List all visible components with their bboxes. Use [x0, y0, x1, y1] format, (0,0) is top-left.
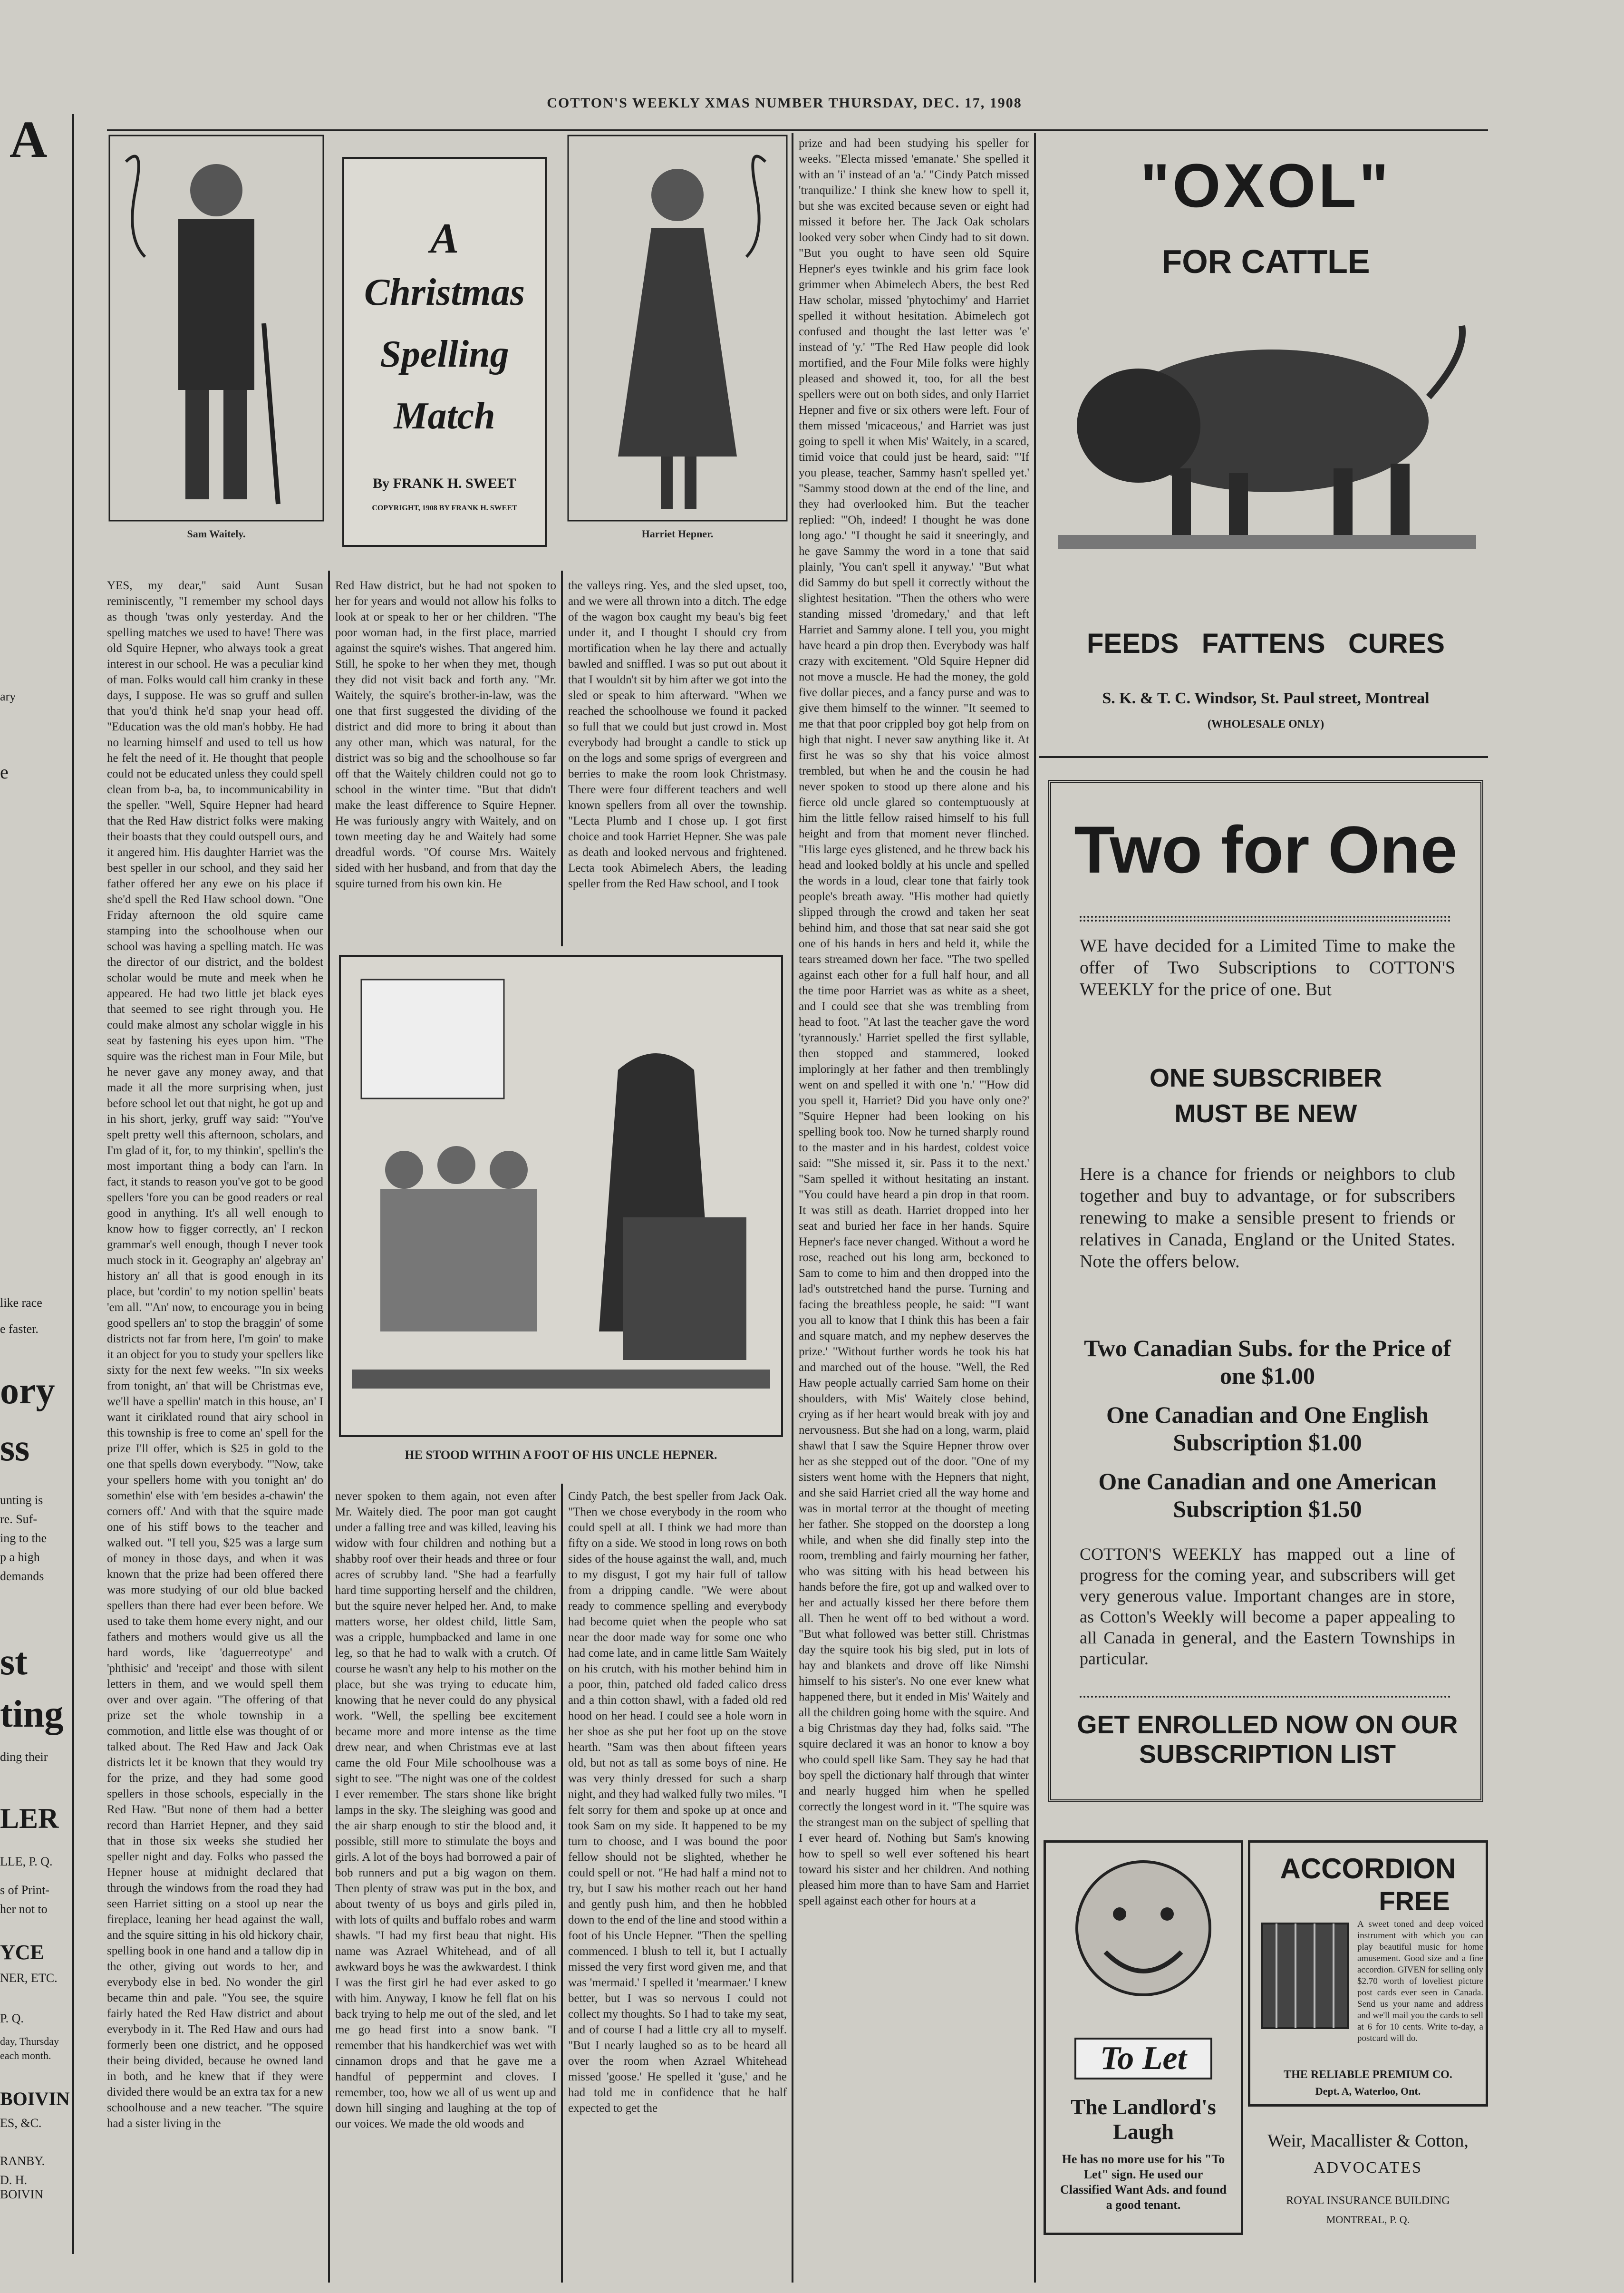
left-edge-like-race: like race — [0, 1296, 42, 1310]
col-rule-2b — [561, 1484, 563, 2283]
left-edge-counting: unting is — [0, 1493, 43, 1507]
story-column-4: prize and had been studying his speller for weeks. "Electa missed 'emanate.' She spelled it with an 'i' instead of an 'a.' "Cindy Patch missed 'tranquilize.' I think she knew how to spell it, but she was excited because seven or eight had missed it before her. The Jack Oak scholars looked very sober when Cindy had to sit down. "But you ought to have seen old Squire Hepner's eyes twinkle and his grim face look grimmer when Abimelech Abers, the best Red Haw scholar, missed 'phytochimy' and Harriet spelled it without hesitation. Abimelech got confused and thought the last letter was 'e' instead of 'y.' "The Red Haw people did look mortified, and the Four Mile folks were highly pleased and showed it, too, for all the best spellers were out on both sides, and only Harriet Hepner and five or six others were left. Four of them missed 'micaceous,' and Harriet was just going to spell it when Mis' Waitely, in a scared, timid voice that could just be heard, said: "'If you please, teacher, Sammy hasn't spelled yet.' "Sammy stood down at the end of the line, and they had overlooked him. But the teacher replied: "'Oh, indeed! I thought he was done long ago.' "I thought he said it sneeringly, and he gave Sammy the word in a tone that said plainly, 'You can't spell it anyway.' "But what did Sammy do but spell it correctly without the slightest hesitation. "Then the others who were standing missed 'dromedary,' and that left Harriet and Sammy alone. I tell you, you might have heard a pin drop then. Everybody was half crazy with excitement. "Old Squire Hepner did not move a muscle. He had the money, the gold five dollar pieces, and a fancy purse and was to give them himself to the winner. "It seemed to me that that poor crippled boy got help from on high that night. I never saw anything like it. At first he was so shy that his voice almost trembled, but when he and the cousin he had never spoken to stood up there alone and his fierce old uncle glared so contemptuously at him the little fellow raised himself to his full height and from that moment never flinched. "His large eyes glistened, and he threw back his head and looked boldly at his uncle and spelled the words in a loud, clear tone that fairly took people's breath away. "His mother had quietly slipped through the crowd and taken her seat behind him, and those that sat near said she got one of his hands in hers and held it, while the tears streamed down her face. "The two spelled against each other for a full half hour, and all the time poor Harriet was as white as a sheet, and I could see that she was trembling from head to foot. "At last the teacher gave the word 'tyrannously.' Harriet spelled the first syllable, then stopped and stammered, looked imploringly at her father and then tremblingly went on and spelled it with one 'n.' "'How did you spell it, Harriet? Did you have only one?' "Squire Hepner had been looking on his spelling book too. Now he turned sharply round to the master and in his hardest, coldest voice said: "'She missed it, sir. Pass it to the next.' "Sam spelled it without hesitating an instant. "You could have heard a pin drop in that room. It was still as death. Harriet dropped into her seat and buried her face in her hands. Squire Hepner's face never changed. Without a word he rose, reached out his long arm, beckoned to Sam to come to him and then dropped into the lad's outstretched hand the purse. Turning and facing the breathless people, he said: "'I want you all to know that I think this has been a fair and square match, and my nephew deserves the prize.' "Without further words he took his hat and marched out of the house. "Well, the Red Haw people actually carried Sam home on their shoulders, with Mis' Waitely close behind, crying as if her heart would break with joy and nervousness. But she had on a long, warm, plaid shawl that I saw the Squire Hepner throw over her as she stepped out of the door. "One of my sisters went home with the Hepners that night, and she said Harriet cried all the way home and was in mortal terror at the thought of meeting her father. She stopped on the doorstep a long while, and when she did finally step into the room, trembling and fairly mourning her father, who was sitting with his head between his hands before the fire, got up and walked over to her and actually kissed her there before them all. Then he went off to bed without a word. "But what followed was better still. Christmas day the squire took his big sled, put in lots of hay and blankets and drove off like Nimshi himself to his sister's. No one ever knew what happened there, but it ended in Mis' Waitely and all the children going home with the squire. And a big Christmas day they had, folks said. "The squire declared it was an honor to know a boy who could spell like Sam. They say he had that boy spell the dictionary half through that winter and nearly hugged him when he spelled correctly the longest word in it. "The squire was the strangest man on the subject of spelling that I ever heard of. Nothing but Sam's knowing how to spell so well ever softened his heart toward his sister and her children. And nothing pleased him more than to have Sam and Harriet spell against each other for hours at a — [799, 137, 1029, 1907]
left-edge-yce: YCE — [0, 1941, 44, 1964]
accordion-company: THE RELIABLE PREMIUM CO. — [1284, 2069, 1452, 2081]
two-for-one-offer-3: One Canadian and one American Subscription $1.50 — [1098, 1468, 1437, 1522]
lawyers-card — [1248, 2111, 1488, 2254]
two-for-one-ornament — [1080, 916, 1450, 922]
illustration-sam-waitely — [107, 133, 326, 552]
story-column-3b: Cindy Patch, the best speller from Jack Oak. "Then we chose everybody in the room who could spell at all. I think we had more than fifty on a side. We stood in long rows on both sides of the house against the wall, and, much to my disgust, I got my hair full of tallow from a dripping candle. "We were about ready to commence spelling and everybody had become quiet when the people who sat near the door made way for some one who had come late, and in came little Sam Waitely on his crutch, with his mother behind him in a poor, thin, patched old faded calico dress and a thin cotton shawl, with a faded old red hood on her head. I could see a hole worn in her shoe as she put her foot up on the stove hearth. "Sam was then about fifteen years old, but not as tall as some boys of nine. He was very thinly dressed for such a sharp night, and they had walked fully two miles. "I felt sorry for them and spoke up at once and took Sam on my side. It happened to be my turn to choose, and I was bound the poor fellow should not be slighted, whether he could spell or not. "He had half a mind not to try, but I saw his mother reach out her hand and gently push him, and then he hobbled down to the end of the line and stood within a foot of his Uncle Hepner. "Then the spelling commenced. I blush to tell it, but I actually missed the very first word given me, and that was 'mermaid.' I spelled it 'mearmaer.' I knew better, but I was so nervous I could not collect my thoughts. So I had to take my seat, and of course I had a little cry all to myself. "But I nearly laughed so as to be heard all over the room when Azrael Whitehead missed 'goose.' He spelled it 'guse,' and he had told me in confidence that he half expected to get the — [568, 1490, 787, 2115]
spelling-scene-picture — [333, 951, 789, 1441]
story-byline: By FRANK H. SWEET — [373, 476, 516, 491]
harriet-hepner-figure — [566, 133, 789, 523]
landlords-laugh-title: The Landlord's Laugh — [1071, 2095, 1216, 2144]
left-edge-etc: ES, &C. — [0, 2116, 42, 2130]
two-for-one-title: Two for One — [1074, 812, 1458, 887]
illustration-spelling-scene — [333, 951, 789, 1479]
left-edge-e: e — [0, 761, 9, 783]
left-edge-rary: ary — [0, 690, 16, 703]
two-for-one-offer-1: Two Canadian Subs. for the Price of one $1.00 — [1084, 1335, 1451, 1389]
landlords-laugh-text: He has no more use for his "To Let" sign. He used our Classified Want Ads. and found a good tenant. — [1060, 2152, 1227, 2212]
col-rule-1 — [328, 571, 330, 2283]
two-for-one-intro: WE have decided for a Limited Time to make the offer of Two Subscriptions to COTTON'S WEEKLY for the price of one. But — [1080, 936, 1455, 1000]
accordion-dept: Dept. A, Waterloo, Ont. — [1315, 2085, 1421, 2097]
left-edge-hboivin: D. H. BOIVIN — [0, 2173, 43, 2201]
left-edge-ler: LER — [0, 1803, 59, 1834]
left-edge-print: s of Print- — [0, 1883, 49, 1897]
left-edge-thursday: day, Thursday — [0, 2035, 59, 2047]
to-let-sign: To Let — [1074, 2038, 1212, 2079]
left-edge-st: st — [0, 1641, 28, 1683]
two-for-one-cta: GET ENROLLED NOW ON OUR SUBSCRIPTION LIST — [1077, 1710, 1458, 1768]
left-edge-high: p a high — [0, 1550, 40, 1564]
accordion-icon — [1257, 1914, 1353, 2038]
left-edge-demands: demands — [0, 1569, 44, 1583]
two-for-one-outro: COTTON'S WEEKLY has mapped out a line of progress for the coming year, and subscribers will get very generous value. Important changes are in store, as Cotton's Weekly will become a paper appealing to all Canada in general, and the Eastern Townships in particular. — [1080, 1545, 1455, 1668]
title-spelling: Spelling — [380, 333, 509, 375]
left-edge-notto: her not to — [0, 1902, 48, 1916]
two-for-one-body: Here is a chance for friends or neighbors to club together and buy to advantage, or for subscribers renewing to make a sensible present to friends or relatives in Canada, England or the United States. Note the offers below. — [1080, 1164, 1455, 1272]
story-column-1: YES, my dear," said Aunt Susan reminiscently, "I remember my school days as though 'twas only yesterday. And the spelling matches we used to have! There was old Squire Hepner, who always took a great interest in our school. He was a peculiar kind of man. Folks would call him cranky in these days, I suppose. He was so gruff and sullen that you'd think he'd snap your head off. "Education was the old man's hobby. He had no learning himself and used to tell us how he felt the need of it. He thought that people could not be educated unless they could spell clean from b-a, ba, to incommunicability in the speller. "Well, Squire Hepner had heard that the Red Haw district folks were making their boasts that they could outspell ours, and it angered him. His daughter Harriet was the best speller in our school, and they said her father offered her any ewe on his place if she'd spell the Red Haw school down. "One Friday afternoon the old squire came stamping into the schoolhouse when our school was having a spelling match. He was the director of our district, and the boldest scholar would be mute and meek when he appeared. He had two little jet black eyes that seemed to see right through you. He could make almost any scholar wiggle in his seat by fastening his eyes upon him. "The squire was the richest man in Four Mile, but he never gave any money away, and that made it all the more surprising when, just before school let out that night, he got up and in his short, jerky, gruff way said: "'You've spelt pretty well this afternoon, scholars, and I'm glad of it, for, to my thinkin', spellin's the most important thing a body can l'arn. In fact, it stands to reason you've got to be good spellers 'fore you can be good readers or real good in anything. It's all well enough to know how to figger correctly, an' I reckon grammar's well enough, though I never took much stock in it. Geography an' algebray an' history an' all that is good enough in its place, but 'cordin' to my notion spellin' beats 'em all. "'An' now, to encourage you in being good spellers an' to stop the braggin' of some districts not far from here, I'm goin' to make it an object for you to study your spellers like sixty for the next few weeks. "'In six weeks from tonight, an' that will be Christmas eve, we'll have a spellin' match in this house, an' I want it ciriklated round that airy school in this township is free to come an' spell for the prize I'll offer, which is $25 in gold to the one that spells down everybody. "'Now, take your spellers home with you tonight an' do somethin' else with 'em besides a-chawin' the corners off.' And with that the squire made one of his stiff bows to the teacher and walked out. "I tell you, $25 was a large sum of money in those days, and when it was known that the prize had been offered there was more studying of our old blue backed spellers than there had ever been before. We used to take them home every night, and our fathers and mothers would give us all the hard words, like 'daguerreotype' and 'phthisic' and 'receipt' and those with silent letters in them, and we would spell them over and over again. "The offering of that prize set the whole township in a commotion, and little else was thought of or talked about. The Red Haw and Jack Oak districts let it be known that they would try for the prize, and they had some good spellers in those schools, especially in the Red Haw. "But none of them had a better record than Harriet Hepner, and they said that in those six weeks she studied her speller night and day. Folks who passed the Hepner house at midnight declared that through the windows from the road they had seen Harriet sitting on a stool up near the fireplace, leaning her head against the wall, and the squire sitting in his old hickory chair, spelling book in one hand and a tallow dip in the other, giving out words to her, and everybody else in bed. No wonder the girl became thin and pale. "You see, the squire fairly hated the Red Haw district and about everybody in it. The Red Haw and ours had formerly been one district, and he opposed their being divided, because he owned land in both, and he knew that if they were divided there would be an extra tax for a new schoolhouse and a new teacher. "The squire had a sister living in the — [107, 579, 323, 2130]
two-for-one-condition-1: ONE SUBSCRIBER — [1149, 1064, 1382, 1092]
oxol-advertisement — [1044, 136, 1488, 754]
left-edge-ss: ss — [0, 1427, 30, 1469]
left-edge-granby: RANBY. — [0, 2154, 45, 2168]
story-title-block — [333, 143, 559, 552]
story-column-2a: Red Haw district, but he had not spoken to her for years and would not allow his folks to look at or speak to her or her children. "The poor woman had, in the first place, married against the squire's wishes. That angered him. Still, he spoke to her when they met, though they did not visit back and forth any. "Mr. Waitely, the squire's brother-in-law, was the one that first suggested the dividing of the district and did more to bring it about than any other man, which was natural, for the district was so big and the schoolhouse so far off that the Waitely children could not go to school in the winter time. "But that didn't make the least difference to Squire Hepner. He was furiously angry with Waitely, and on town meeting day he and Waitely had some dreadful words. "Of course Mrs. Waitely sided with her husband, and from that day the squire turned from his own kin. He — [335, 579, 556, 890]
title-match: Match — [394, 395, 495, 437]
illustration-harriet-hepner — [566, 133, 789, 552]
left-edge-ng: ing to the — [0, 1531, 47, 1545]
left-edge-month: each month. — [0, 2050, 51, 2061]
masthead-rule — [107, 129, 1488, 131]
left-edge-ner: NER, ETC. — [0, 1971, 58, 1985]
oxol-note: (WHOLESALE ONLY) — [1207, 718, 1324, 730]
left-edge-ting: ting — [0, 1693, 64, 1735]
two-for-one-condition-2: MUST BE NEW — [1174, 1099, 1357, 1128]
oxol-address: S. K. & T. C. Windsor, St. Paul street, Montreal — [1102, 690, 1430, 707]
buffalo-icon — [1058, 297, 1476, 559]
col-rule-3 — [792, 133, 793, 2283]
left-edge-boivin: BOIVIN — [0, 2088, 70, 2109]
accordion-title: ACCORDION — [1280, 1853, 1456, 1885]
left-edge-their: ding their — [0, 1750, 48, 1764]
story-column-2b: never spoken to them again, not even after Mr. Waitely died. The poor man got caught under a falling tree and was killed, leaving his widow with four children and nothing but a shabby roof over their heads and three or four acres of scrubby land. "She had a fearfully hard time supporting herself and the children, but the squire never helped her. And, to make matters worse, her oldest child, little Sam, was a cripple, humpbacked and lame in one leg, so that he had to walk with a crutch. Of course he wasn't any help to his mother on the place, but she was trying to educate him, knowing that he never could do any physical work. "Well, the spelling bee excitement became more and more intense as the time drew near, and when Christmas eve at last came the old Four Mile schoolhouse was a sight to see. "The night was one of the coldest I ever remember. The stars shone like bright lamps in the sky. The sleighing was good and the air sharp enough to stir the blood and, it possible, still more to stimulate the boys and girls. A lot of the boys had borrowed a pair of bob runners and put a big wagon on them. Then plenty of straw was put in the box, and about twenty of us boys and girls piled in, with lots of quilts and buffalo robes and warm shawls. "I had my first beau that night. His name was Azrael Whitehead, and of all awkward boys he was the awkwardest. I think I was the first girl he had ever asked to go with him. Anyway, I know he fell flat on his back trying to help me out of the sled, and let me go head first into a snow bank. "I remember that his handkerchief was wet with cinnamon drops and that he gave me a handful of peppermint and cloves. I remember, too, how we all of us went up and down hill singing and laughing at the top of our voices. We made the old woods and — [335, 1490, 556, 2130]
accordion-free: FREE — [1379, 1886, 1450, 1916]
story-column-3a: the valleys ring. Yes, and the sled upset, too, and we were all thrown into a ditch. The edge of the wagon box caught my beau's big feet under it, and I thought I should cry from mortification when he lay there and actually bawled and sniffled. I was so put out about it that I wouldn't sit by him after we got into the sled or speak to him afterward. "When we reached the schoolhouse we found it packed so full that we could but just crowd in. Most everybody had brought a candle to stick up on the logs and some sprigs of evergreen and berries to make the room look Christmasy. There were four different teachers and well known spellers from all over the township. "Lecta Plumb and I chose up. I got first choice and took Harriet Hepner. She was pale as death and looked nervous and frightened. Lecta took Abimelech Abers, the leading speller from the Red Haw school, and I took — [568, 579, 787, 890]
masthead: COTTON'S WEEKLY XMAS NUMBER THURSDAY, DEC. 17, 1908 — [547, 95, 1022, 111]
oxol-bottom-rule — [1039, 756, 1488, 758]
oxol-title: "OXOL" — [1140, 151, 1392, 220]
lawyers-title: ADVOCATES — [1313, 2159, 1423, 2176]
two-for-one-advertisement — [1048, 780, 1483, 1802]
oxol-subtitle: FOR CATTLE — [1161, 243, 1370, 280]
oxol-slogan: FEEDS FATTENS CURES — [1086, 628, 1445, 659]
left-edge-column — [0, 71, 71, 2259]
sam-waitely-figure — [107, 133, 326, 523]
left-edge-re: re. Suf- — [0, 1512, 37, 1526]
col-rule-4 — [1034, 133, 1036, 2283]
two-for-one-ornament-2 — [1080, 1696, 1450, 1701]
lawyers-city: MONTREAL, P. Q. — [1326, 2214, 1410, 2225]
left-edge-pq2: P. Q. — [0, 2011, 24, 2025]
left-edge-ory: ory — [0, 1370, 55, 1412]
landlords-laugh-advertisement — [1044, 1840, 1243, 2235]
landlord-face-icon — [1048, 1847, 1238, 2028]
lawyers-building: ROYAL INSURANCE BUILDING — [1286, 2195, 1450, 2207]
lawyers-name: Weir, Macallister & Cotton, — [1267, 2131, 1469, 2151]
left-edge-letter: A — [10, 110, 48, 168]
caption-harriet-hepner: Harriet Hepner. — [641, 528, 714, 540]
accordion-text: A sweet toned and deep voiced instrument with which you can play beautiful music for home amusement. Good size and a fine accordion. GIVEN for selling only $2.70 worth of loveliest picture post cards ever seen in Canada. Send us your name and address and we'll mail you the cards to sell at 6 for 10 cents. Write to-day, a postcard will do. — [1357, 1919, 1483, 2043]
caption-sam-waitely: Sam Waitely. — [187, 528, 246, 540]
two-for-one-offer-2: One Canadian and One English Subscription $1.00 — [1106, 1401, 1429, 1456]
accordion-advertisement — [1248, 1840, 1488, 2107]
story-copyright: COPYRIGHT, 1908 BY FRANK H. SWEET — [372, 504, 517, 512]
col-rule-2 — [561, 571, 563, 946]
caption-spelling-scene: HE STOOD WITHIN A FOOT OF HIS UNCLE HEPNER. — [405, 1448, 717, 1462]
left-edge-pq: LLE, P. Q. — [0, 1855, 53, 1868]
left-edge-rule — [72, 114, 74, 2254]
left-edge-faster: e faster. — [0, 1322, 39, 1336]
title-christmas: Christmas — [364, 272, 525, 313]
title-a: A — [430, 215, 459, 262]
